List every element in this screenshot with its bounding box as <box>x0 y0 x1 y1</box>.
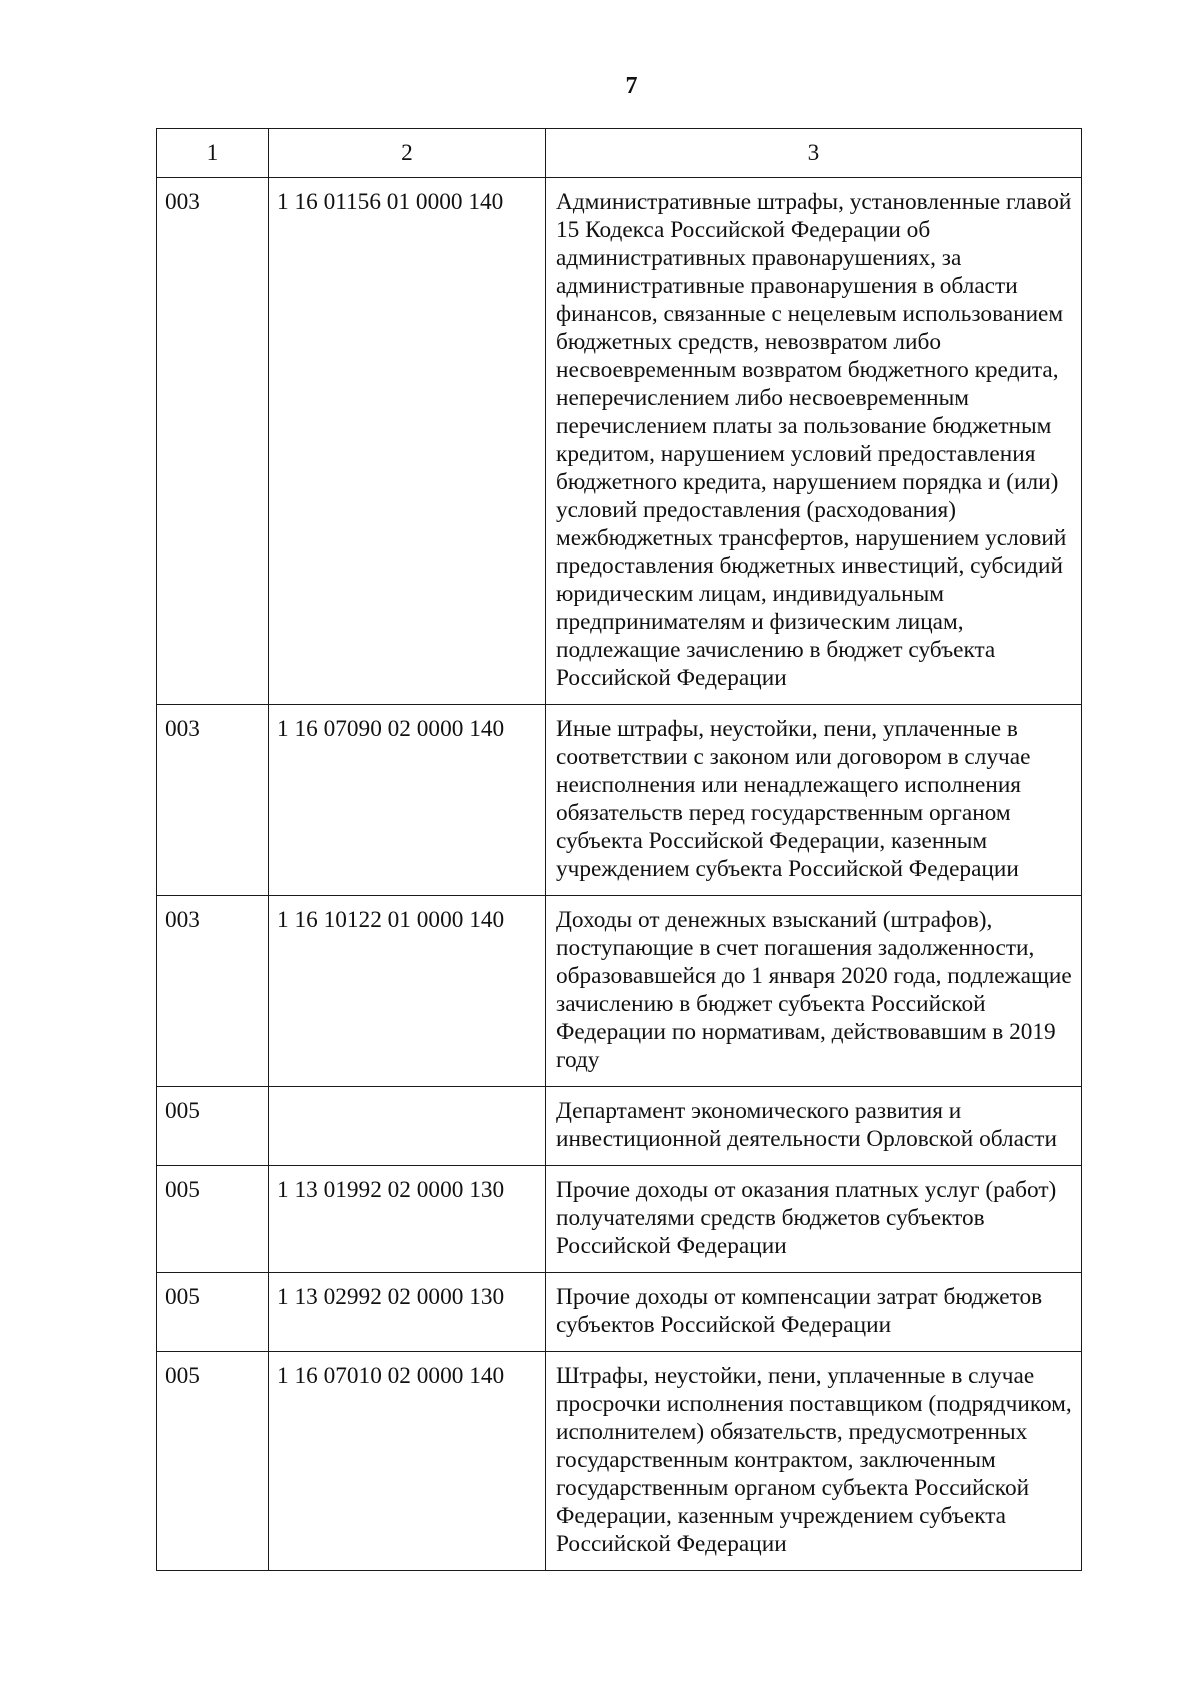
column-header-2: 2 <box>269 129 546 178</box>
column-header-3: 3 <box>546 129 1082 178</box>
table-row <box>157 178 1082 705</box>
description-cell: Прочие доходы от компенсации затрат бюджетов субъектов Российской Федерации <box>546 1273 1082 1352</box>
page-number: 7 <box>625 73 638 99</box>
table-header-row <box>157 129 1082 178</box>
description-cell: Штрафы, неустойки, пени, уплаченные в случае просрочки исполнения поставщиком (подрядчиком, исполнителем) обязательств, предусмотренных государственным контрактом, заключенным государственным органом субъекта Российской Федерации, казенным учреждением субъекта Российской Федерации <box>546 1352 1082 1571</box>
kbk-code-cell: 1 16 07090 02 0000 140 <box>269 705 546 896</box>
admin-code-cell: 003 <box>157 705 269 896</box>
revenue-codes-table <box>156 128 1082 1571</box>
admin-code-cell: 003 <box>157 178 269 705</box>
admin-code-cell: 005 <box>157 1087 269 1166</box>
admin-code-cell: 005 <box>157 1166 269 1273</box>
kbk-code-cell: 1 13 01992 02 0000 130 <box>269 1166 546 1273</box>
table-row <box>157 1087 1082 1166</box>
column-header-1: 1 <box>157 129 269 178</box>
description-cell: Доходы от денежных взысканий (штрафов), поступающие в счет погашения задолженности, образовавшейся до 1 января 2020 года, подлежащие зачислению в бюджет субъекта Российской Федерации по нормативам, действовавшим в 2019 году <box>546 896 1082 1087</box>
table-row <box>157 705 1082 896</box>
table-row <box>157 896 1082 1087</box>
kbk-code-cell: 1 16 10122 01 0000 140 <box>269 896 546 1087</box>
table-row <box>157 1352 1082 1571</box>
kbk-code-cell: 1 13 02992 02 0000 130 <box>269 1273 546 1352</box>
description-cell: Иные штрафы, неустойки, пени, уплаченные в соответствии с законом или договором в случае неисполнения или ненадлежащего исполнения обязательств перед государственным органом субъекта Российской Федерации, казенным учреждением субъекта Российской Федерации <box>546 705 1082 896</box>
admin-code-cell: 005 <box>157 1273 269 1352</box>
kbk-code-cell: 1 16 07010 02 0000 140 <box>269 1352 546 1571</box>
table-row <box>157 1273 1082 1352</box>
admin-code-cell: 005 <box>157 1352 269 1571</box>
admin-code-cell: 003 <box>157 896 269 1087</box>
description-cell: Административные штрафы, установленные главой 15 Кодекса Российской Федерации об административных правонарушениях, за административные правонарушения в области финансов, связанные с нецелевым использованием бюджетных средств, невозвратом либо несвоевременным возвратом бюджетного кредита, неперечислением либо несвоевременным перечислением платы за пользование бюджетным кредитом, нарушением условий предоставления бюджетного кредита, нарушением порядка и (или) условий предоставления (расходования) межбюджетных трансфертов, нарушением условий предоставления бюджетных инвестиций, субсидий юридическим лицам, индивидуальным предпринимателям и физическим лицам, подлежащие зачислению в бюджет субъекта Российской Федерации <box>546 178 1082 705</box>
kbk-code-cell <box>269 1087 546 1166</box>
kbk-code-cell: 1 16 01156 01 0000 140 <box>269 178 546 705</box>
description-cell: Прочие доходы от оказания платных услуг (работ) получателями средств бюджетов субъектов Российской Федерации <box>546 1166 1082 1273</box>
description-cell: Департамент экономического развития и инвестиционной деятельности Орловской области <box>546 1087 1082 1166</box>
table-row <box>157 1166 1082 1273</box>
